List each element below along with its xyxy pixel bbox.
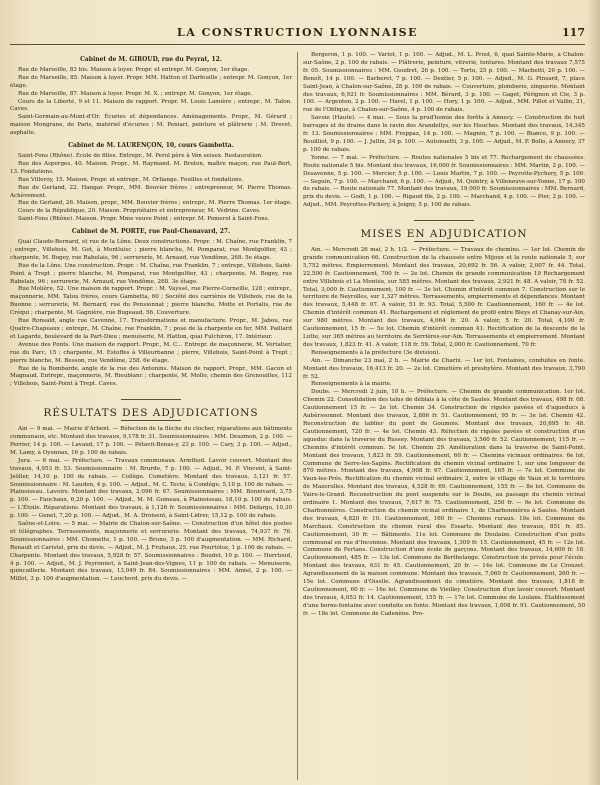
paragraph: Renseignements à la préfecture (3e division). bbox=[311, 349, 441, 356]
paragraph: Savoie (Haute). — 4 mai. — Sous la prud'homie des forêts à Annecy. — Construction de huit barrages et de drains dans le ravin des Arandellys, sur les Houches. Montant des travaux, 14,345 fr. 13. Soumissionnaires : MM. Freppaz, 14 p. 100. — Magnin, 7 p. 100. — Bianco, 9 p. 100. — Bouilliot, 9 p. 100. — J. Jullin, 34 p. 100. — Autonuetti, 3 p. 100. — Adjud., M. P. Bollo, à Annecy, 37 p. 100 de rabais. bbox=[303, 115, 585, 153]
paragraph: Renseignements à la mairie. bbox=[311, 381, 392, 388]
paragraph: Yonne. — 7 mai. — Préfecture. — Routes nationales 5 bis et 77. Rechargement de chaussées. Route nationale 5 bis. Montant des travaux, 16,000 fr. Soumissionnaires : MM. Martin, 2 p. 100. — Desavenne, 5 p. 100. — Mercier, 5 p. 100. — Louis Martin, 7 p. 100. — Peyrotte-Pychery, 5 p. 100. — Seguin, 7 p. 100. — Marchand, 6 p. 100. — Adjud., M. Quintry, à Villeneuve-sur-Yonne, 17 p. 100 de rabais. — Route nationale 77. Montant des travaux, 19,000 fr. Soumissionnaires : MM. Bernard, prix du devis. — Godt, 1 p. 100. — Rigaud fils, 2 p. 100. — Marchand, 4 p. 100. — Pier, 2 p. 100. — Adjud., MM. Peyrottes-Pichery, à Joigny, 5 p. 100 de rabais. bbox=[303, 154, 585, 209]
paragraph: Ain. — Dimanche 23 mai, 2 h. — Mairie de Charix. — 1er lot. Fontaines, conduites en fonte. Montant des travaux, 16,413 fr. 20. — 2e lot. Cimetière et presbytère. Montant des travaux, 3,790 fr. 52. bbox=[303, 357, 585, 380]
section-rule bbox=[414, 220, 474, 221]
paragraph: Cours de la Liberté, 9 et 11. Maison de rapport. Propr. M. Louis Lamière ; entrepr., M. Tafon. Caves. bbox=[10, 98, 292, 113]
column-divider bbox=[297, 52, 298, 780]
section-rule bbox=[414, 241, 474, 242]
paragraph: Saint-Fons (Rhône). Maison. Propr. Mme veuve Point ; entrepr. M. Pomerol à Saint-Fons. bbox=[18, 216, 270, 223]
paragraph: Cours de la République, 20. Maison. Propriétaire et entrepreneur, M. Védrine. Caves. bbox=[18, 208, 261, 215]
paragraph: Saône-et-Loire. — 5 mai. — Mairie de Chalon-sur-Saône. — Construction d'un hôtel des postes et télégraphes. Terrassements, maçonnerie et serrurerie. Montant des travaux, 74,937 fr. 76. Soumissionnaires : MM. Chomette, 1 p. 100. — Bruno, 3 p. 100 d'augmentation. — MM. Richard, Renault et Caristel, prix du devis. — Adjud., M. J. Fruhaux, 25, rue Pourtoloz, 1 p. 100 de rabais. — Charpente. Montant des travaux, 5,928 fr. 57. Soumissionnaires : Boudet, 10 p. 100. — Herrtoud, 4 p. 100. — Adjud., M. J. Peyronnet, à Saint-Jean-des-Vignes, 11 p. 100 de rabais. — Menuiserie, quincaillerie. Montant des travaux, 13,049 fr. 84. Soumissionnaires : MM. Amiel, 2 p. 100. — Millot, 3 p. 100 d'augmentation. — Louchord, prix du devis. — bbox=[10, 521, 292, 583]
cabinet-heading: Cabinet de M. PORTE, rue Paul-Chenavard, 27. bbox=[71, 228, 231, 236]
section-rule bbox=[121, 420, 181, 421]
paragraph: Doubs. — Mercredi 2 juin, 10 h. — Préfecture. — Chemin de grande communication. 1er lot. Chemin 22. Consolidation des talus de déblais à la côte de Saules. Montant des travaux, 498 fr. 08. Cautionnement 15 fr. — 2e lot. Chemin 34. Construction de rigoles pavées et d'aqueducs à Aubèrssonnet. Montant des travaux, 2,886 fr. 51. Cautionnement, 95 fr. — 3e lot. Chemin 42. Reconstruction du tablier du pont de Goumois. Montant des travaux, 20,695 fr. 48. Cautionnement, 720 fr. — 4e lot. Chemin 43. Réfection de rigoles pavées et construction d'un aqueduc dans la traverse du Russey. Montant des travaux, 3,560 fr. 52. Cautionnement, 115 fr. — Chemins d'intérêt commun. 5e lot. Chemin 29. Amélioration dans la traverse de Saint-Point. Montant des travaux, 1,823 fr. 59. Cautionnement, 60 fr. — Chemins vicinaux ordinaires. 6e lot. Commune de Serre-les-Sapins. Rectification du chemin vicinal ordinaire 1, sur une longueur de 870 mètres. Montant des travaux, 4,908 fr. 67. Cautionnement, 165 fr. — 7e lot. Commune de Vaux-les-Prés. Rectification du chemin vicinal ordinaire 2, entre le village de Vaux et le territoire de Mazerolles. Montant des travaux, 4,528 fr. 69. Cautionnement, 155 fr. — 8e lot. Commune de Vaire-le-Grand. Reconstruction du pont suspendu sur le Doubs, au passage du chemin vicinal ordinaire 1. Montant des travaux, 7,617 fr. 75. Cautionnement, 250 fr. — 9e lot. Commune de Charbonnières. Construction du chemin vicinal ordinaire 1, de Charbonnières à Saules. Montant des travaux, 4,820 fr. 10. Cautionnement, 160 fr. — Chemins ruraux. 10e lot. Commune de Marchaux. Construction du chemin rural des Essarts. Montant des travaux, 851 fr. 85. Cautionnement, 30 fr. — Bâtiments. 11e lot. Commune de Doulaize. Construction d'un puits communal en rue d'Inconnue. Montant des travaux, 1,309 fr. 15. Cautionnement, 45 fr. — 12e lot. Commune de Fertans. Construction d'une école de garçons. Montant des travaux, 14,600 fr. 18. Cautionnement, 485 fr. — 13e lot. Commune de Berthelange. Construction de privés pour l'école. Montant des travaux, 631 fr. 45. Cautionnement, 20 fr. — 14e lot. Commune de Le Crouzet. Agrandissement de la maison commune. Montant des travaux, 7,060 fr. Cautionnement, 260 fr. — 15e lot. Commune d'Oiselle. Agrandissement du cimetière. Montant des travaux, 1,818 fr. Cautionnement, 60 fr. — 16e lot. Commune de Vieilley. Construction d'un lavoir couvert. Montant des travaux, 4,053 fr. 14. Cautionnement, 155 fr. — 17e lot. Commune de Loulans. Établissement d'une borne-fontaine avec conduite en fonte. Montant des travaux, 1,008 fr. 91. Cautionnement, 50 fr. — 18e lot. Commune de Cadenène. Pro- bbox=[303, 389, 585, 617]
cabinet-heading: Cabinet de M. LAURENÇON, 10, cours Gambetta. bbox=[68, 142, 234, 150]
running-header bbox=[10, 26, 585, 42]
section-title: RÉSULTATS DES ADJUDICATIONS bbox=[43, 407, 259, 420]
cabinet-heading: Cabinet de M. GIROUD, rue du Peyrat, 12. bbox=[80, 56, 222, 63]
paragraph: Ain — 9 mai. — Mairie d'Arbent. — Réfection de la flèche du clocher, réparations aux bâtiments communaux, etc. Montant des travaux, 9,178 fr. 31. Soumissionnaires : MM. Deuzmon, 2 p. 100. — Perrier, 14 p. 100. — Lavaud, 17 p. 100. — Pétavit-Benas-y, 23 p. 100. — Cary, 3 p. 100. — Adjud., M. Lamy, à Oyonnax, 16 p. 100 de rabais. bbox=[10, 426, 292, 456]
paragraph: Rue de Gerland, 26. Maison, propr., MM. Bouvier frères ; entrepr., M. Pierre Thomas. 1er étage. bbox=[18, 200, 292, 207]
page-edge-shadow bbox=[586, 0, 600, 785]
paragraph: Rue de Marseille, 83 bis. Maison à loyer. Propr. et entrepr. M. Gonyon, 1er étage. bbox=[18, 66, 250, 73]
page-number: 117 bbox=[562, 26, 585, 39]
left-column bbox=[10, 52, 292, 780]
journal-title: LA CONSTRUCTION LYONNAISE bbox=[177, 26, 418, 39]
paragraph: Saint-Germain-au-Mont-d'Or. Écuries et dépendances. Aménagements. Propr., M. Gérard ; maison Mongrane, de Paris, matériel d'écuries ; M. Peniari, peinture et plâtrerie ; M. Drevet, asphalte. bbox=[10, 114, 292, 137]
paragraph: Rue de la Bombarde, angle de la rue des Antonins. Maison de rapport. Propr., MM. Gacon et Magnaud. Entrepr., maçonnerie, M. Rieublanc ; charpente, M. Mollo, chemin des Grenouilles, 112 ; Villebois, Saint-Point à Trept. Caves. bbox=[10, 365, 292, 388]
paragraph: Quai Claude-Bernard, et rue de la Lône. Deux constructions. Propr. : M. Chaîne, rue Franklin, 7 ; entrepr., Villebois, M. Got, à Montluisc ; pierre blanche, M. Pomparat, rue Montgolfier, 43 ; charpente, M. Bogey, rue Rabelais, 96 ; serrurerie, M. Arnaud, rue Vendôme, 268. 5e étage. bbox=[10, 239, 292, 261]
paragraph: Rue Villeroy, 15. Maison. Propr. et entrepr., M. Orliange. Fouilles et fondations. bbox=[18, 176, 244, 183]
paragraph: Rue des Asperges, 40. Maison. Propr., M. Raymand. M. Breton, maître maçon, rue Paul-Bert, 13. Fondations. bbox=[10, 160, 292, 175]
paragraph: Bergeron, 1 p. 100. — Variot, 1 p. 100. — Adjud., M. L. Prost, 6, quai Sainte-Marie, à Chalon-sur-Saône, 2 p. 100 de rabais. — Plâtrerie, peinture, vitrerie, tentures. Montant des travaux 7,575 fr. 05. Soumissionnaires : MM. Goudret, 26 p. 100. — Tortu, 25 p. 100. — Machetti, 20 p. 100. — Benoît, 14 p. 100. — Barberet, 7 p. 100. — Dextier, 5 p. 100. — Adjud., M. G. Pinsard, 7, place Saint-Jean, à Chalon-sur-Saône, 28 p. 100 de rabais. — Couverture, plomberie, zinguerie. Montant des travaux, 6,921 fr. Soumissionnaires : MM. Bérard, 3 p. 100. — Gaget, Pérignon et Cie, 3 p. 100. — Argenton, 2 p. 100. — Harel, 1 p. 100. — Hory, 1 p. 100. — Adjud., MM. Pillot et Vallin, 21, rue de l'Oblique, à Chalon-sur-Saône, 4 p. 100 de rabais. bbox=[303, 52, 585, 114]
right-column bbox=[303, 52, 585, 780]
paragraph: Rue de Marseille, 85. Maison à loyer. Propr. MM. Hatton et Darfeuille ; entrepr. M. Gonyon, 1er étage. bbox=[10, 74, 292, 89]
section-rule bbox=[121, 399, 181, 400]
section-title: MISES EN ADJUDICATION bbox=[360, 228, 528, 241]
header-rule bbox=[10, 44, 585, 45]
paragraph: Ain. — Mercredi 26 mai, 2 h. 1/2. — Préfecture. — Travaux de chemins. — 1er lot. Chemin de grande communication 66. Construction de la chaussée entre Mijoux et la route nationale 5, sur 5,752 mètres. Empierrement. Montant des travaux, 20,692 fr. 56. A valoir, 2,007 fr. 44. Total, 22,500 fr. Cautionnement, 700 fr. — 2e lot. Chemin de grande communication 19 Rechargement entre Villebois et La Montée, sur 585 mètres. Montant des travaux, 2,921 fr. 48. A valoir, 78 fr. 52. Total, 3,000 fr. Cautionnement, 100 fr. — 3e lot. Chemin d'intérêt commun 7. Construction sur le territoire de Neyrolles, sur 1,327 mètres. Terrassements, empierrements et dépendances. Montant des travaux, 5,448 fr. 07. A valoir, 51 fr. 93. Total, 5,500 fr. Cautionnement, 160 fr. — 4e lot. Chemin d'intérêt commun 41. Rechargement et réglement de profil entre Bleys et Chanay-sur-Ain, sur 980 mètres. Montant des travaux, 4,064 fr. 20. A valoir, 5 fr. 20. Total, 4,100 fr. Cautionnement, 15 fr. — 5e lot. Chemin d'intérêt commun 41. Rectification de la descente de la Lutte, sur 365 mètres au territoire de Serrières-sur-Ain. Terrassements et empierrement. Montant des travaux, 1,823 fr. 41. A valoir, 118 fr. 59. Total, 2,000 fr. Cautionnement, 70 fr. bbox=[303, 247, 585, 348]
paragraph: Rue de Marseille, 87. Maison à loyer. Propr. M. X. ; entrepr. M. Gonyon, 1er étage. bbox=[18, 90, 253, 97]
paragraph: Saint-Fons (Rhône). École de filles. Entrepr., M. Perol père à Vén seisex. Restauration. bbox=[18, 152, 263, 159]
paragraph: Rue Ronsald, angle rue Cavenne, 17. Transformations et manufacture. Propr., M. Jabou, rue Quatre-Chapeaux ; entrepr., M. Chaîne, rue Franklin, 7 ; pose de la charpente en fer, MM. Paillard et Lagarde, boulevard de la Part-Dieu ; menuiserie, M. Hatton, quai Fulchiron, 17. Intérieur. bbox=[10, 318, 292, 340]
paragraph: Rue de Gerland, 22. Hangar. Propr., MM. Bouvier frères ; entrepreneur, M. Pierre Thomas. Achèvement. bbox=[10, 184, 292, 199]
paragraph: Rue Molière, 52. Une maison de rapport. Propr. : M. Vayssé, rue Pierre-Corneille, 128 ; entrepr., maçonnerie, MM. Tatou frères, cours Gambetta, 60 ; Société des carrières de Villebois, rue de la Buonne ; serrurerie, M. Bernard, rue du Pensionnat ; pierre blanche, Motte et Portalis, rue de Créqui ; charpente, M. Gagnière, rue Bugeaud, 56. Couverture. bbox=[10, 286, 292, 317]
paragraph: Rue de la Lône. Une construction. Propr. : M. Chaîne, rue Franklin, 7 ; entrepr., Villebois, Saint-Point à Trept ; pierre blanche, M. Pomparat, rue Montgolfier, 43 ; charpente, M. Bogey, rue Rabelais, 96 ; serrurerie, M. Arnaud, rue Vendôme, 268. 3e étage. bbox=[10, 262, 292, 285]
paragraph: Jura. — 6 mai. — Préfecture. — Travaux communaux. Armthod. Lavoir couvert. Montant des travaux, 4,953 fr. 53. Soumissionnaire : M. Brurde, 7 p. 100. — Adjud., M. P. Vincent, à Saint-Jeôller, 14,10 p. 100 de rabais. — Collège. Cometière. Montant des travaux, 3,121 fr. 57. Soumissionnaire : M. Lauden, 4 p. 100. — Adjud., M. C. Tecte, à Condège, 5,10 p. 100 de rabais. — Plainoiseau. Lavoirs. Montant des travaux, 2,096 fr. 67. Soumissionnaires : MM. Bonnivard, 3,75 p. 100. — Fauchaux, 6,20 p. 100. — Adjud., M. M. Gomeau, à Plainoiseau, 18,10 p. 100 de rabais. — L'Étoile. Réparations. Montant des travaux, à 1,126 fr. Soumissionnaires : MM. Defargo, 10,30 p. 100. — Genet, 7,20 p. 100. — Adjud., M. A. Droisent, à Saint-Lidrer, 15,12 p. 100 de rabais. bbox=[10, 457, 292, 520]
paragraph: Avenue des Ponts. Une maison de rapport. Propr., M. C... Entrepr. de maçonnerie, M. Vertatier, rue du Parc, 15 ; charpente, M. Estoffes à Villeurbanne ; pierre, Villebois, Saint-Point à Trept ; pierre blanche, M. Besson, rue Vendôme, 258. 6e étage. bbox=[10, 341, 292, 364]
